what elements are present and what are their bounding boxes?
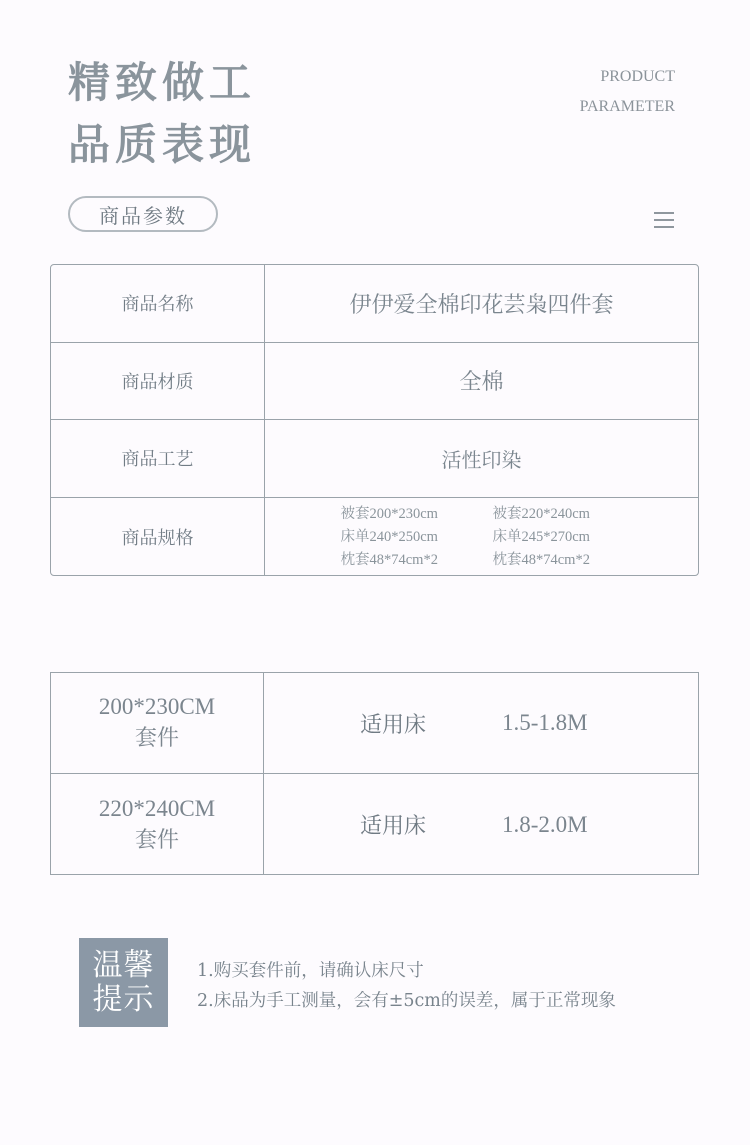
size-item: 枕套48*74cm*2 [340,551,438,568]
sizes-grid [341,504,623,571]
spec-value: 全棉 [459,370,504,396]
spec-sizes-cell [265,498,698,577]
fit-size-cell [51,673,264,773]
fit-label: 适用床 [360,712,427,738]
spec-row-craft [51,420,698,498]
tip-line-1: 1.购买套件前，请确认床尺寸 [197,961,424,981]
fit-row [51,673,698,774]
fit-label: 适用床 [360,814,427,839]
spec-table [50,264,699,576]
size-item: 被套220*240cm [492,505,590,522]
product-parameter-label [580,62,675,122]
en-line-1: PRODUCT [600,68,675,85]
en-line-2: PARAMETER [579,98,675,115]
headline-line-2: 品质表现 [68,120,257,169]
badge-line-1: 温馨 [92,947,155,983]
tip-line-2: 2.床品为手工测量，会有±5cm的误差，属于正常现象 [197,991,616,1011]
tips-text [197,956,616,1016]
size-item: 床单240*250cm [340,528,438,545]
size-item: 被套200*230cm [340,505,438,522]
fit-size-cell [51,774,264,875]
size-item: 床单245*270cm [492,528,590,545]
spec-label: 商品名称 [51,265,265,342]
spec-label: 商品工艺 [51,420,265,497]
fit-info-cell [264,673,698,773]
headline [68,52,256,176]
headline-line-1: 精致做工 [68,58,257,107]
fit-range: 1.8-2.0M [502,811,588,837]
fit-info-cell [264,774,698,875]
size-item: 枕套48*74cm*2 [492,551,590,568]
fit-suffix: 套件 [134,726,179,751]
spec-label: 商品材质 [51,343,265,420]
spec-value: 活性印染 [441,447,522,472]
bed-fit-table [50,672,699,875]
fit-suffix: 套件 [134,827,179,853]
badge-line-2: 提示 [92,981,155,1017]
fit-range: 1.5-1.8M [502,710,588,735]
spec-value: 伊伊爱全棉印花芸枭四件套 [349,292,614,318]
spec-row-sizes [51,498,698,577]
fit-row [51,774,698,875]
hamburger-menu-icon[interactable] [654,212,674,232]
fit-size: 220*240CM [98,795,216,821]
tips-badge [79,938,168,1027]
spec-row-material [51,343,698,421]
spec-row-name [51,265,698,343]
section-pill: 商品参数 [68,196,218,232]
fit-size: 200*230CM [98,694,216,719]
spec-label: 商品规格 [51,498,265,577]
